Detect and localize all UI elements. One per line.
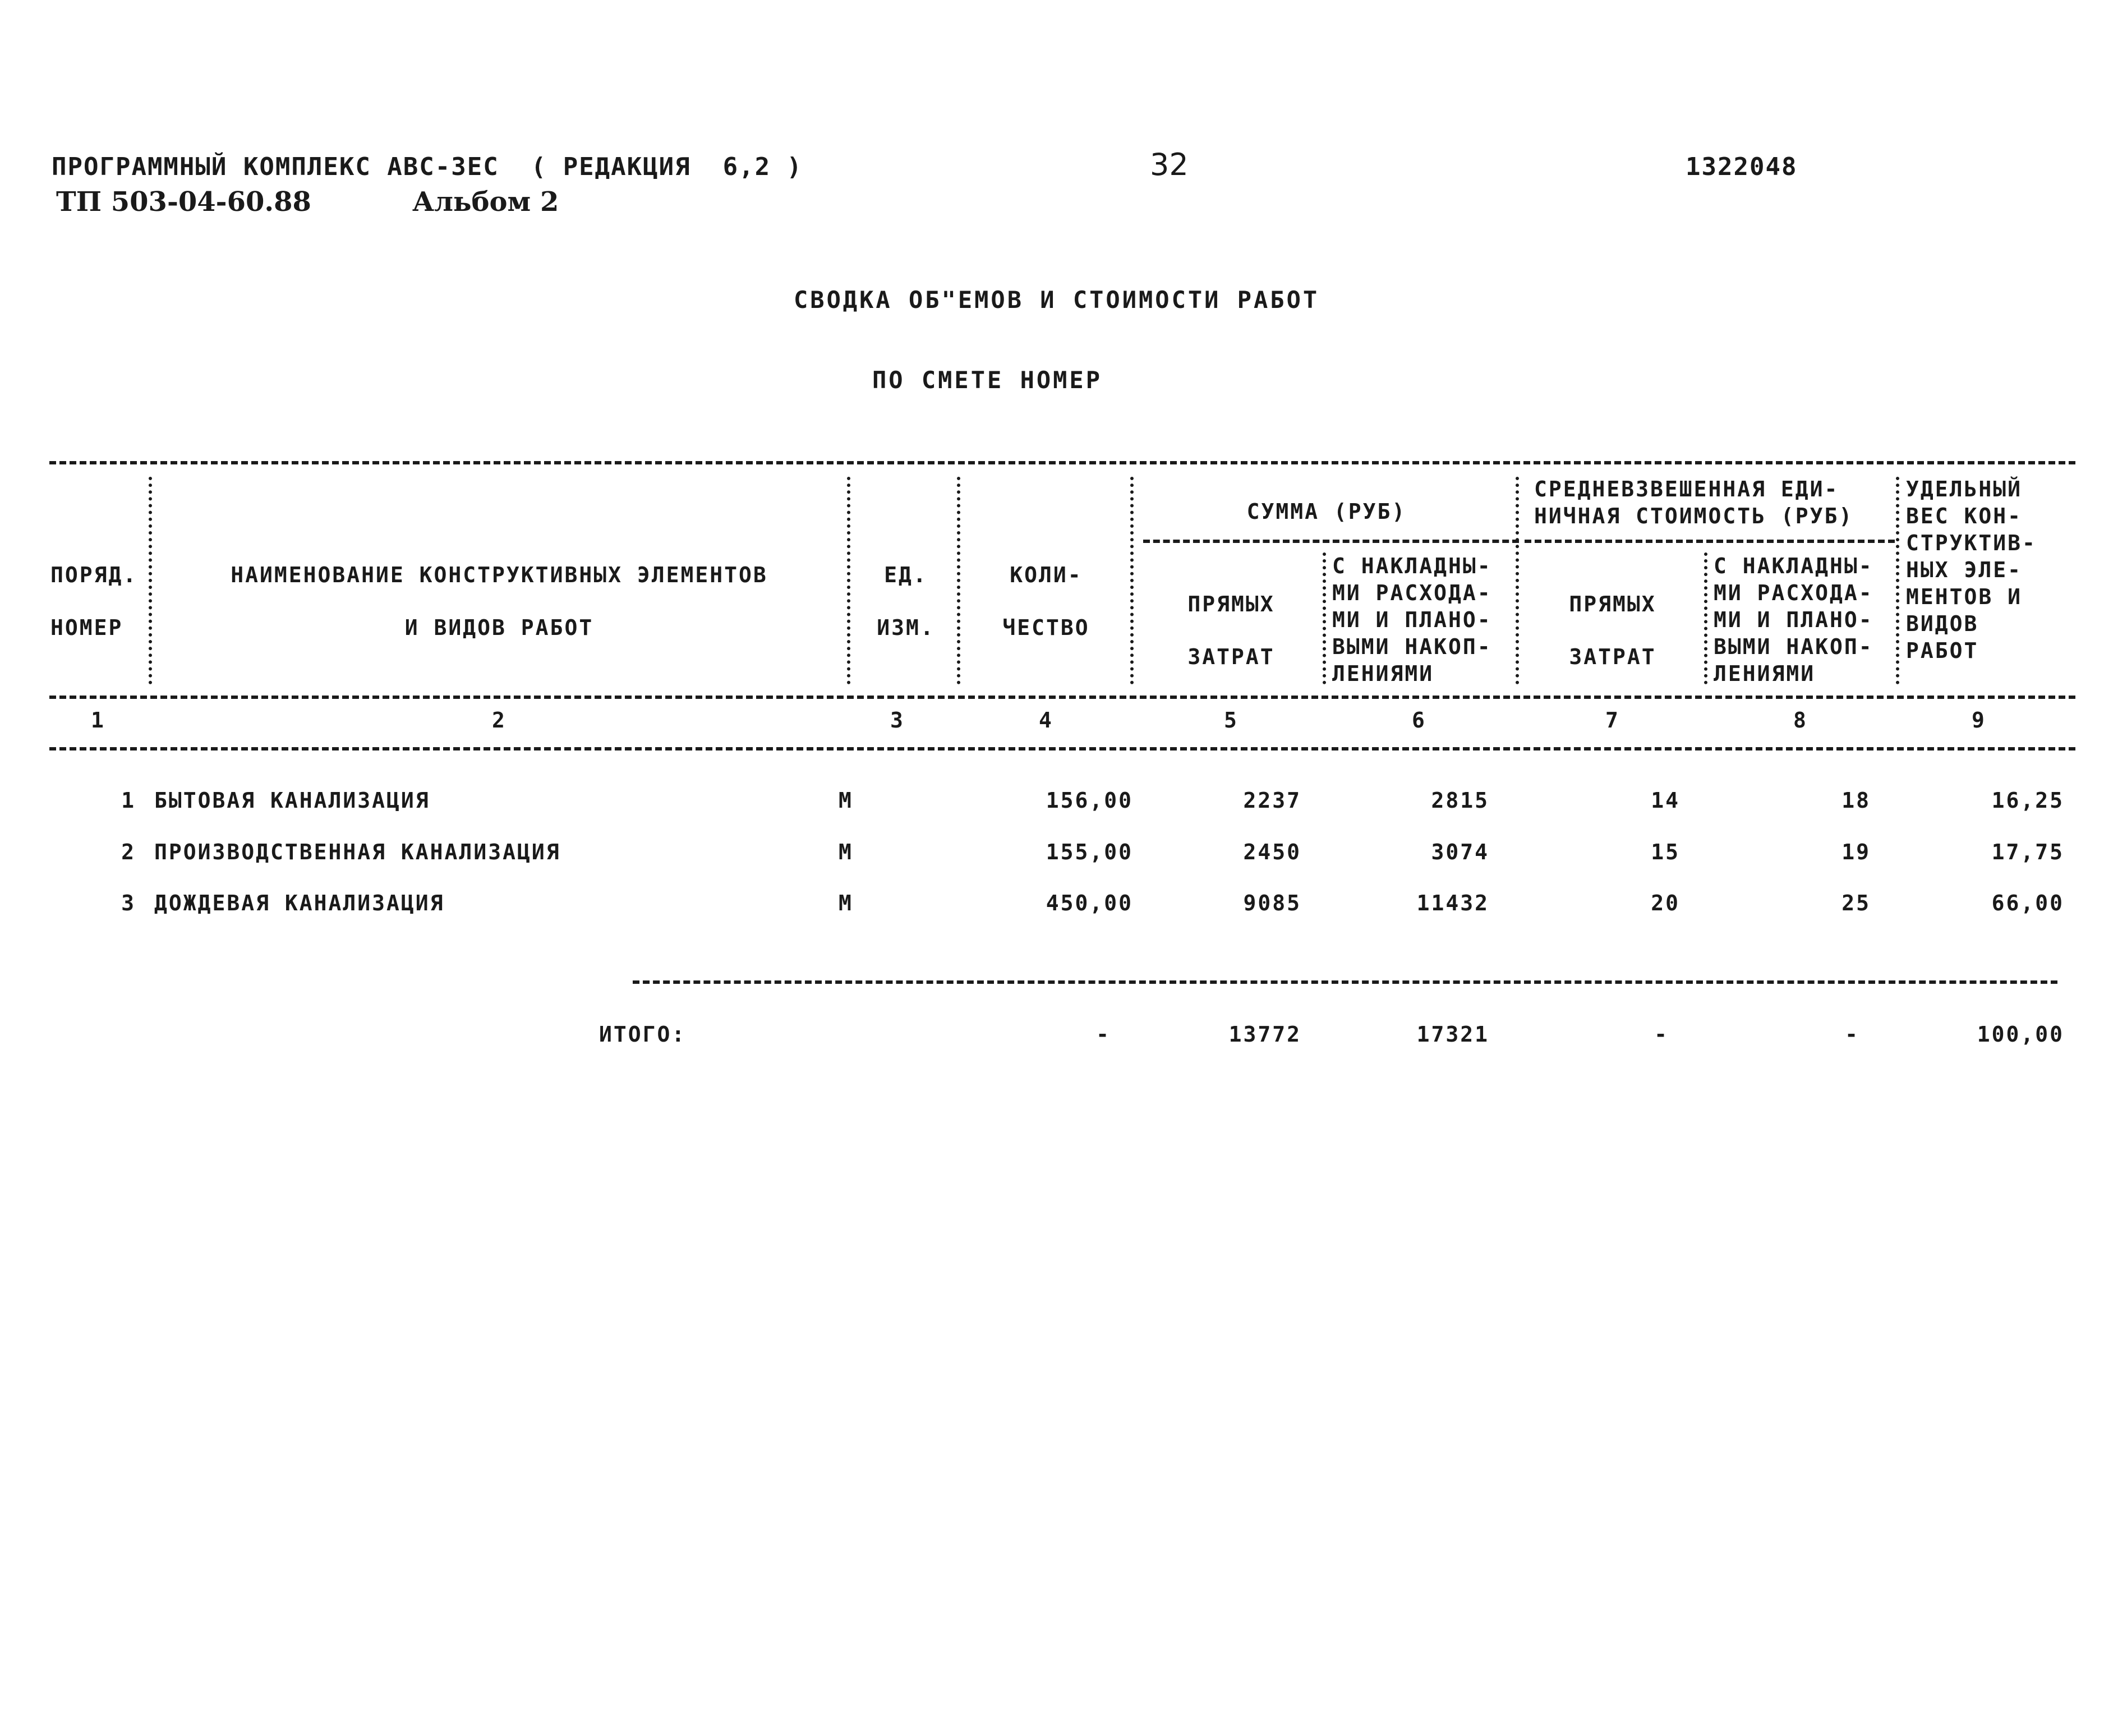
col-separator [1323, 552, 1326, 684]
column-numbers-border [49, 747, 2075, 750]
row-quantity: 450,00 [1046, 891, 1133, 915]
row-sum-direct: 2450 [1243, 840, 1301, 864]
total-separator [633, 980, 2057, 984]
col-separator [149, 477, 152, 684]
row-avg-direct: 15 [1651, 840, 1680, 864]
column-number: 6 [1412, 708, 1426, 733]
header-order-number: ПОРЯД. НОМЕР [50, 563, 138, 640]
row-unit: М [839, 788, 853, 813]
header-avg-overhead: С НАКЛАДНЫ- МИ РАСХОДА- МИ И ПЛАНО- ВЫМИ НАКОП- ЛЕНИЯМИ [1714, 554, 1873, 686]
row-avg-overhead: 18 [1841, 788, 1871, 813]
row-number: 1 [121, 788, 136, 813]
total-quantity: - [1096, 1022, 1111, 1047]
project-code: ТП 503-04-60.88 [56, 186, 311, 218]
row-avg-overhead: 25 [1841, 891, 1871, 915]
row-name: ДОЖДЕВАЯ КАНАЛИЗАЦИЯ [154, 891, 445, 915]
row-unit: М [839, 891, 853, 915]
column-number: 8 [1793, 708, 1808, 733]
row-weight: 66,00 [1991, 891, 2064, 915]
column-number: 9 [1972, 708, 1986, 733]
total-sum-direct: 13772 [1228, 1022, 1301, 1047]
header-quantity: КОЛИ- ЧЕСТВО [1002, 563, 1090, 640]
column-number: 2 [492, 708, 507, 733]
row-name: БЫТОВАЯ КАНАЛИЗАЦИЯ [154, 788, 430, 813]
col-separator [1516, 477, 1519, 684]
column-number: 4 [1039, 708, 1053, 733]
header-sum-direct: ПРЯМЫХ ЗАТРАТ [1187, 592, 1275, 669]
total-avg-overhead: - [1845, 1022, 1859, 1047]
total-label: ИТОГО: [599, 1022, 687, 1047]
column-number: 3 [890, 708, 905, 733]
row-quantity: 155,00 [1046, 840, 1133, 864]
header-avg-direct: ПРЯМЫХ ЗАТРАТ [1569, 592, 1656, 669]
row-number: 2 [121, 840, 136, 864]
document-code: 1322048 [1686, 153, 1798, 181]
page-number: 32 [1150, 147, 1189, 182]
row-number: 3 [121, 891, 136, 915]
header-element-name: НАИМЕНОВАНИЕ КОНСТРУКТИВНЫХ ЭЛЕМЕНТОВ И ВИДОВ РАБОТ [231, 563, 768, 640]
row-sum-overhead: 11432 [1416, 891, 1489, 915]
col-separator [1896, 477, 1899, 684]
summary-title: СВОДКА ОБ"ЕМОВ И СТОИМОСТИ РАБОТ [794, 286, 1320, 314]
row-avg-direct: 20 [1651, 891, 1680, 915]
row-quantity: 156,00 [1046, 788, 1133, 813]
row-sum-direct: 2237 [1243, 788, 1301, 813]
total-weight: 100,00 [1977, 1022, 2064, 1047]
avg-group-divider [1525, 540, 1895, 543]
header-bottom-border [49, 696, 2075, 699]
row-weight: 16,25 [1991, 788, 2064, 813]
total-sum-overhead: 17321 [1416, 1022, 1489, 1047]
table-top-border [49, 461, 2075, 464]
sum-group-divider [1143, 540, 1519, 543]
col-separator [1130, 477, 1134, 684]
estimate-subtitle: ПО СМЕТЕ НОМЕР [872, 366, 1103, 394]
row-avg-overhead: 19 [1841, 840, 1871, 864]
row-weight: 17,75 [1991, 840, 2064, 864]
col-separator [1704, 552, 1707, 684]
header-specific-weight: УДЕЛЬНЫЙ ВЕС КОН- СТРУКТИВ- НЫХ ЭЛЕ- МЕНТОВ И ВИДОВ РАБОТ [1906, 477, 2037, 663]
total-avg-direct: - [1654, 1022, 1669, 1047]
column-number: 7 [1605, 708, 1620, 733]
header-sum-group: СУММА (РУБ) [1246, 499, 1407, 524]
header-avg-group: СРЕДНЕВЗВЕШЕННАЯ ЕДИ- НИЧНАЯ СТОИМОСТЬ (РУБ) [1534, 477, 1854, 528]
column-number: 5 [1224, 708, 1239, 733]
row-sum-overhead: 3074 [1431, 840, 1489, 864]
header-unit: ЕД. ИЗМ. [877, 563, 935, 640]
column-number: 1 [91, 708, 105, 733]
row-unit: М [839, 840, 853, 864]
col-separator [847, 477, 850, 684]
header-sum-overhead: С НАКЛАДНЫ- МИ РАСХОДА- МИ И ПЛАНО- ВЫМИ НАКОП- ЛЕНИЯМИ [1332, 554, 1492, 686]
program-title: ПРОГРАММНЫЙ КОМПЛЕКС АВС-ЗЕС ( РЕДАКЦИЯ 6,2 ) [52, 153, 803, 181]
row-name: ПРОИЗВОДСТВЕННАЯ КАНАЛИЗАЦИЯ [154, 840, 561, 864]
row-sum-direct: 9085 [1243, 891, 1301, 915]
row-avg-direct: 14 [1651, 788, 1680, 813]
col-separator [957, 477, 960, 684]
row-sum-overhead: 2815 [1431, 788, 1489, 813]
album-label: Альбом 2 [412, 186, 559, 218]
